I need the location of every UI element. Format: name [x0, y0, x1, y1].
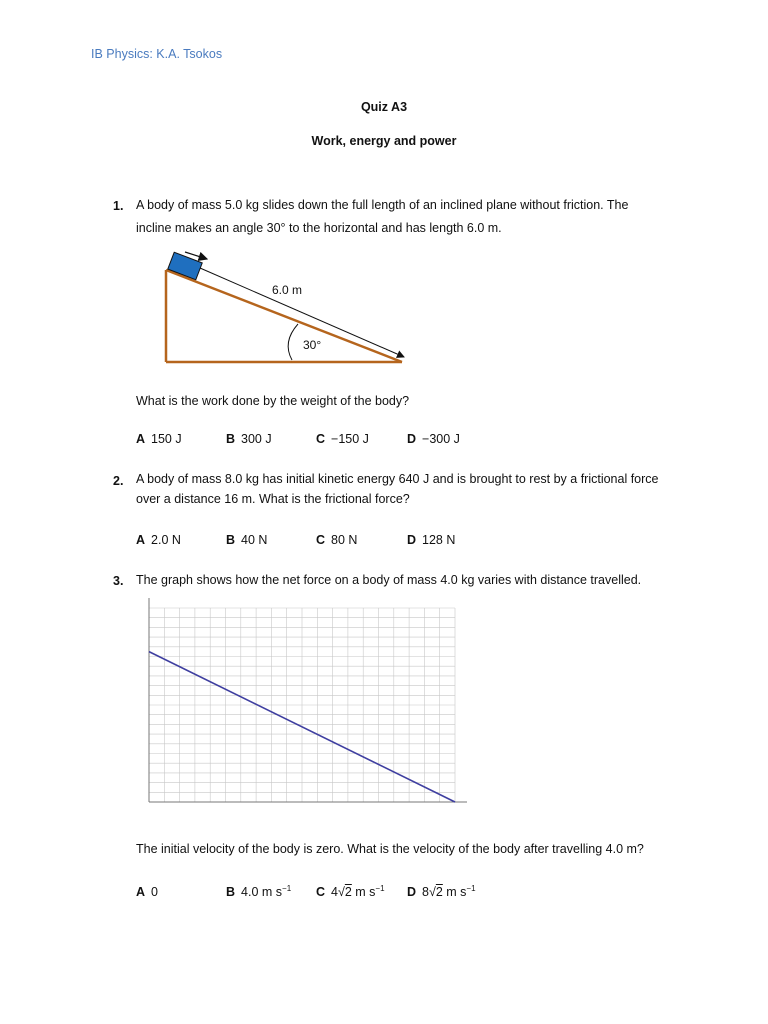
question-1-prompt: What is the work done by the weight of the body?: [136, 394, 410, 408]
question-1-line-1: A body of mass 5.0 kg slides down the full length of an inclined plane without friction. The: [136, 198, 629, 212]
option-text: 150 J: [151, 432, 182, 446]
option-unit-exponent: −1: [282, 883, 292, 893]
quiz-subtitle: Work, energy and power: [311, 134, 457, 148]
option-text: 300 J: [241, 432, 272, 446]
question-2-line-1: A body of mass 8.0 kg has initial kinetic energy 640 J and is brought to rest by a frictional force: [136, 472, 659, 486]
option-letter: D: [407, 533, 417, 547]
option-text: 40 N: [241, 533, 268, 547]
option-letter: B: [226, 432, 236, 446]
option-coefficient: 4: [331, 885, 338, 899]
option-unit: m s: [351, 885, 376, 899]
q3-option-d[interactable]: [407, 885, 476, 899]
angle-label: 30°: [303, 338, 322, 352]
question-1-line-2: incline makes an angle 30° to the horizontal and has length 6.0 m.: [136, 221, 502, 235]
sqrt-sign: √: [428, 885, 436, 899]
question-2-line-2: over a distance 16 m. What is the frictional force?: [136, 492, 410, 506]
question-1-number: 1.: [113, 199, 124, 213]
question-3-number: 3.: [113, 574, 124, 588]
option-text: 128 N: [422, 533, 456, 547]
option-letter: B: [226, 533, 236, 547]
option-letter: B: [226, 885, 236, 899]
option-letter: A: [136, 885, 146, 899]
option-letter: A: [136, 432, 146, 446]
option-unit-exponent: −1: [375, 883, 385, 893]
option-unit: m s: [442, 885, 467, 899]
option-letter: C: [316, 533, 326, 547]
document-header: IB Physics: K.A. Tsokos: [91, 47, 223, 61]
question-3-line-1: The graph shows how the net force on a body of mass 4.0 kg varies with distance travelled.: [136, 573, 642, 587]
q3-option-c[interactable]: [316, 885, 385, 899]
option-letter: C: [316, 432, 326, 446]
question-3-prompt: The initial velocity of the body is zero. What is the velocity of the body after travelling 4.0 m?: [136, 842, 644, 856]
option-letter: A: [136, 533, 146, 547]
option-text: 2.0 N: [151, 533, 181, 547]
option-unit-exponent: −1: [466, 883, 476, 893]
option-coefficient: 8: [422, 885, 429, 899]
option-text: 0: [151, 885, 158, 899]
sqrt-sign: √: [337, 885, 345, 899]
length-label: 6.0 m: [272, 283, 303, 297]
option-letter: C: [316, 885, 326, 899]
q3-option-a[interactable]: [136, 885, 158, 899]
option-letter: D: [407, 885, 417, 899]
option-text: 4.0 m s: [241, 885, 283, 899]
option-text: −300 J: [422, 432, 460, 446]
option-radicand: 2: [344, 885, 352, 899]
option-radicand: 2: [435, 885, 443, 899]
quiz-title: Quiz A3: [360, 100, 408, 114]
option-text: −150 J: [331, 432, 369, 446]
question-2-number: 2.: [113, 474, 124, 488]
option-text: 80 N: [331, 533, 358, 547]
option-letter: D: [407, 432, 417, 446]
q3-option-b[interactable]: [226, 885, 291, 899]
